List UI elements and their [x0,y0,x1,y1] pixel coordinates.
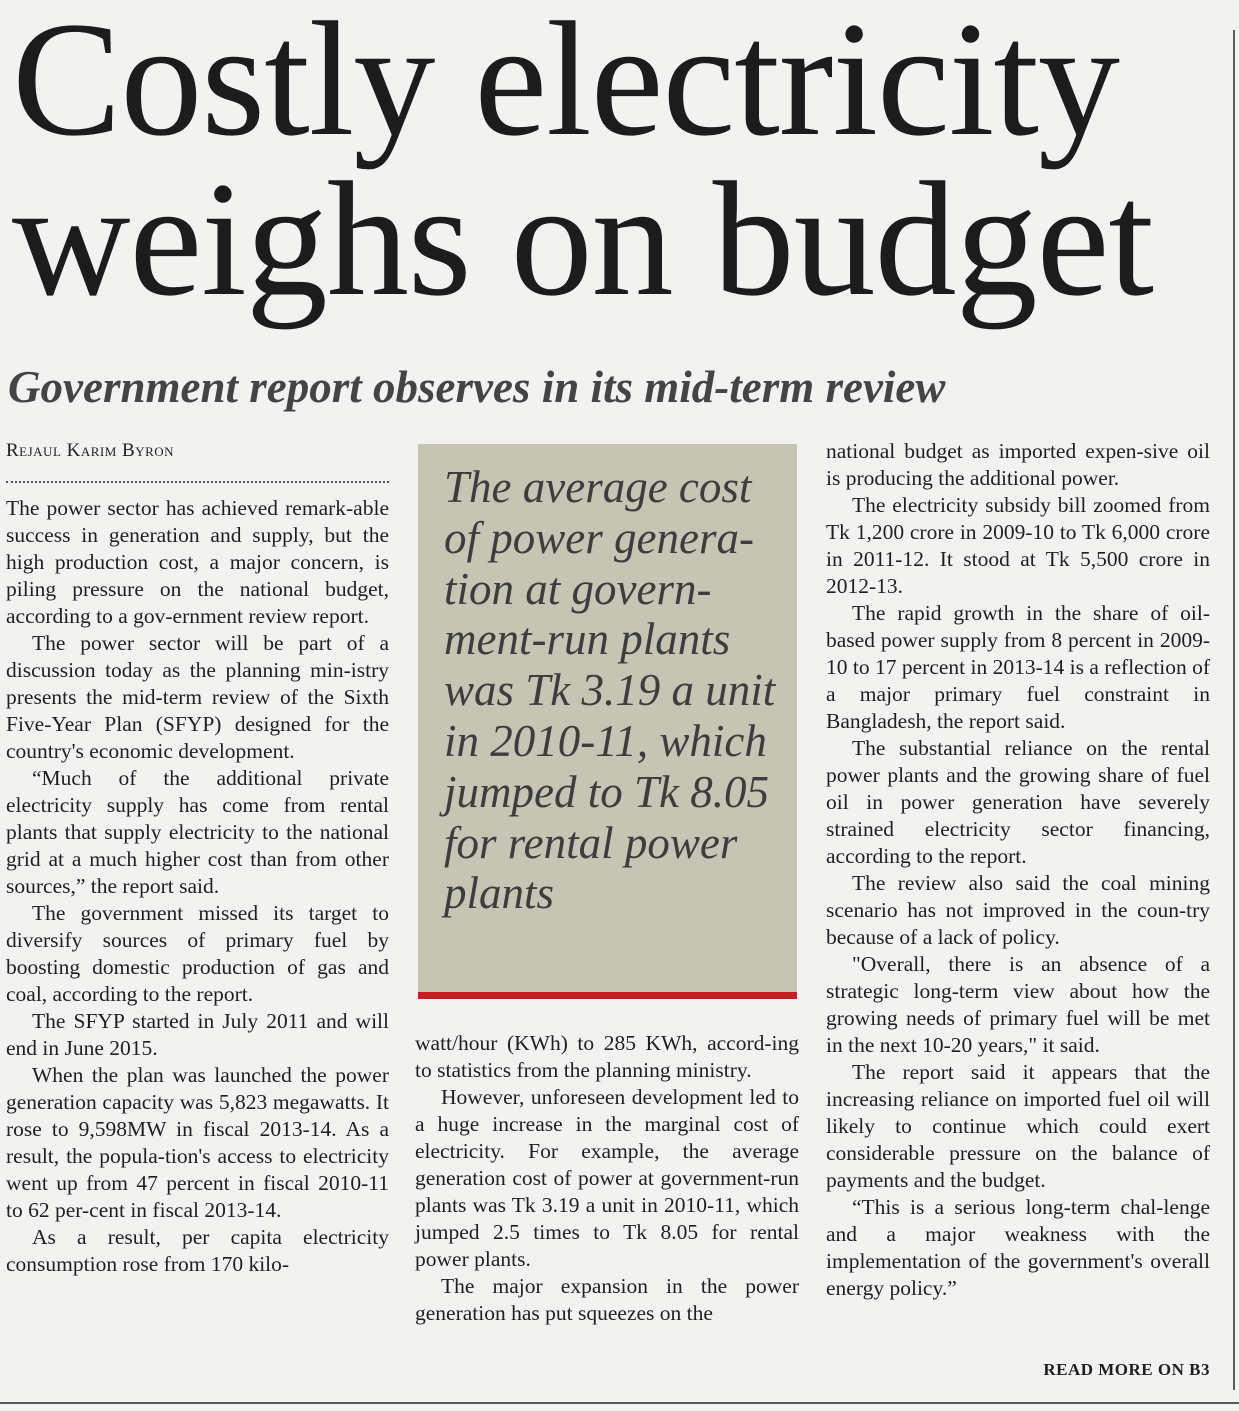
read-more-link[interactable]: READ MORE ON B3 [1043,1360,1210,1379]
paragraph: The report said it appears that the increasing reliance on imported fuel oil will likely to continue which could exert considerable pressure on the balance of payments and the budget. [826,1060,1210,1192]
pull-quote-red-rule [418,992,797,999]
paragraph: watt/hour (KWh) to 285 KWh, accord-ing to statistics from the planning ministry. [415,1031,799,1082]
paragraph: national budget as imported expen-sive oil is producing the additional power. [826,439,1210,490]
subheadline: Government report observes in its mid-term review [8,362,946,412]
byline-divider [6,481,389,483]
paragraph: When the plan was launched the power generation capacity was 5,823 megawatts. It rose to 9,598MW in fiscal 2013-14. As a result, the popula-tion's access to electricity went up from 47 percent in fiscal 2010-11 to 62 per-cent in fiscal 2013-14. [6,1063,389,1222]
byline: Rejaul Karim Byron [6,440,175,461]
headline-line-2: weighs on budget [12,149,1153,330]
paragraph: The major expansion in the power generation has put squeezes on the [415,1274,799,1325]
article-column-2 [415,1030,799,1327]
headline [12,0,1227,330]
article-column-1 [6,495,389,1278]
paragraph: As a result, per capita electricity consumption rose from 170 kilo- [6,1225,389,1276]
column-rule-right [1233,30,1235,1390]
paragraph: The electricity subsidy bill zoomed from Tk 1,200 crore in 2009-10 to Tk 6,000 crore in 2011-12. It stood at Tk 5,500 crore in 2012-13. [826,493,1210,598]
pull-quote-text: The average cost of power genera-tion at govern-ment-run plants was Tk 3.19 a unit in 2010-11, which jumped to Tk 8.05 for rental power plants [444,462,776,919]
page-bottom-rule [0,1402,1239,1404]
paragraph: The government missed its target to diversify sources of primary fuel by boosting domestic production of gas and coal, according to the report. [6,901,389,1006]
paragraph: However, unforeseen development led to a huge increase in the marginal cost of electricity. For example, the average generation cost of power at government-run plants was Tk 3.19 a unit in 2010-11, which jumped 2.5 times to Tk 8.05 for rental power plants. [415,1085,799,1271]
paragraph: The power sector has achieved remark-able success in generation and supply, but the high production cost, a major concern, is piling pressure on the national budget, according to a gov-ernment review report. [6,496,389,628]
paragraph: The substantial reliance on the rental power plants and the growing share of fuel oil in power generation have severely strained electricity sector financing, according to the report. [826,736,1210,868]
paragraph: The rapid growth in the share of oil-based power supply from 8 percent in 2009-10 to 17 percent in 2013-14 is a reflection of a major primary fuel constraint in Bangladesh, the report said. [826,601,1210,733]
headline-line-1: Costly electricity [12,0,1119,170]
article-column-3 [826,438,1210,1302]
paragraph: The power sector will be part of a discussion today as the planning min-istry presents the mid-term review of the Sixth Five-Year Plan (SFYP) designed for the country's economic development. [6,631,389,763]
paragraph: “This is a serious long-term chal-lenge and a major weakness with the implementation of the government's overall energy policy.” [826,1195,1210,1300]
paragraph: The review also said the coal mining scenario has not improved in the coun-try because of a lack of policy. [826,871,1210,949]
paragraph: “Much of the additional private electricity supply has come from rental plants that supply electricity to the national grid at a much higher cost than from other sources,” the report said. [6,766,389,898]
paragraph: The SFYP started in July 2011 and will end in June 2015. [6,1009,389,1060]
pull-quote-box [418,444,797,992]
paragraph: "Overall, there is an absence of a strategic long-term view about how the growing needs of primary fuel will be met in the next 10-20 years," it said. [826,952,1210,1057]
